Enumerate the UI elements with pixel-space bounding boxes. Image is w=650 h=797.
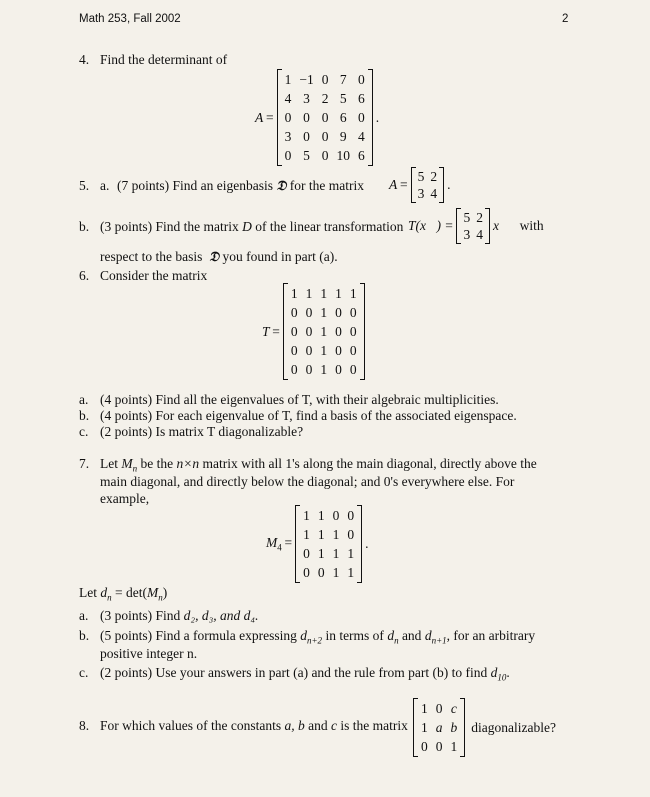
problem-6b-label: b. (79, 408, 90, 423)
matrix-cell: 0 (349, 305, 357, 320)
problem-6a-text: (4 points) Find all the eigenvalues of T, with their algebraic multiplicities. (100, 392, 499, 407)
matrix-cell: 0 (435, 701, 443, 716)
matrix-cell: 1 (320, 286, 328, 301)
problem-8-line (100, 718, 408, 734)
problem-7-matrix-block: $M_4$ = 1 1 0 0 1 1 1 0 0 1 1 1 0 0 1 1 . (266, 505, 368, 583)
matrix-cell: 0 (305, 362, 313, 377)
problem-8-vars: a, b (284, 718, 305, 733)
matrix-cell: 0 (335, 362, 342, 377)
det-text: = det( (115, 585, 147, 600)
matrix-t-label: T (262, 323, 270, 339)
matrix-cell: 0 (303, 546, 310, 561)
matrix-cell: 0 (357, 110, 365, 125)
problem-8-text1: For which values of the constants (100, 718, 282, 733)
matrix-cell: −1 (299, 72, 314, 87)
matrix-row (460, 226, 486, 243)
matrix-cell: 1 (450, 739, 458, 754)
matrix-cell: 1 (332, 546, 340, 561)
matrix-cell: 1 (349, 286, 357, 301)
matrix-cell: 0 (290, 362, 298, 377)
matrix-row (281, 146, 369, 165)
matrix-cell: 0 (349, 343, 357, 358)
matrix-row (287, 322, 361, 341)
matrix-cell: 1 (421, 720, 428, 735)
transformation-func: T(x⃗) = (408, 218, 454, 233)
problem-5b-text2: of the linear transformation (255, 219, 404, 234)
problem-6-matrix-block: T = 1 1 1 1 1 0 0 1 0 0 0 0 1 0 0 0 0 1 0 0 0 0 1 0 0 (262, 283, 365, 380)
problem-6c-text: (2 points) Is matrix T diagonalizable? (100, 424, 304, 439)
matrix-m4-sub: 4 (277, 542, 282, 553)
matrix-cell: 1 (284, 72, 292, 87)
matrix-cell: 6 (339, 110, 347, 125)
matrix-cell: 1 (320, 324, 328, 339)
matrix-cell: 0 (317, 565, 325, 580)
matrix-cell: 2 (430, 169, 438, 184)
problem-7a-vals: d₂, d₃, and d₄. (183, 608, 259, 623)
matrix-row (281, 127, 369, 146)
matrix-cell: 1 (290, 286, 298, 301)
matrix-cell: 0 (421, 739, 428, 754)
matrix-cell: 1 (317, 508, 325, 523)
matrix-cell: c (450, 701, 457, 716)
matrix-cell: 0 (303, 565, 310, 580)
matrix-cell: 4 (430, 186, 438, 201)
matrix-row (460, 209, 486, 226)
matrix-cell: 6 (357, 91, 365, 106)
matrix-t (283, 283, 365, 380)
matrix-row (299, 563, 358, 582)
matrix-d-var: D (242, 219, 252, 234)
basis-symbol-2: 𝔇 (209, 249, 220, 265)
matrix-cell: 5 (303, 148, 310, 163)
problem-7b-text1: (5 points) Find a formula expressing (100, 628, 297, 643)
matrix-cell: 4 (476, 227, 483, 242)
matrix-cell: 0 (347, 527, 355, 542)
matrix-cell: 2 (476, 210, 483, 225)
matrix-cell: 5 (417, 169, 425, 184)
d-definition: Let $d_n = \det(M_n)$ (79, 585, 168, 603)
matrix-row (415, 168, 441, 185)
problem-4-number: 4. (79, 52, 90, 67)
matrix-cell: 0 (303, 110, 310, 125)
matrix-cell: 0 (321, 148, 329, 163)
problem-5b-line2a: respect to the basis (100, 249, 203, 264)
problem-8-text2: and (308, 718, 328, 733)
matrix-cell: 1 (317, 546, 325, 561)
matrix-cell: 1 (347, 565, 355, 580)
matrix-a-label: A (255, 109, 264, 125)
problem-4-text: Find the determinant of (100, 52, 228, 67)
matrix-cell: 1 (347, 546, 355, 561)
matrix-cell: 0 (435, 739, 443, 754)
matrix-cell: 3 (463, 227, 471, 242)
matrix-cell: 6 (357, 148, 365, 163)
problem-7c-text: (2 points) Use your answers in part (a) and the rule from part (b) to find (100, 665, 488, 680)
matrix-cell: 1 (305, 286, 313, 301)
matrix-m4-label: M (266, 535, 278, 551)
problem-5a-text2: for the matrix (289, 178, 364, 193)
matrix-cell: 1 (332, 527, 340, 542)
matrix-cell: 0 (349, 362, 357, 377)
problem-8-matrix-block (413, 698, 556, 757)
matrix-row (417, 737, 461, 756)
matrix-cell: 1 (320, 305, 328, 320)
problem-5b-line2b: you found in part (a). (222, 249, 338, 264)
matrix-cell: 0 (335, 343, 342, 358)
problem-5a-line (117, 178, 364, 194)
problem-5b-line (100, 219, 403, 235)
problem-5-number: 5. (79, 178, 90, 193)
matrix-cell: 0 (321, 72, 329, 87)
matrix-cell: 5 (463, 210, 471, 225)
problem-7-line3: example, (100, 491, 150, 506)
problem-5b-text: (3 points) Find the matrix (100, 219, 239, 234)
matrix-row (299, 506, 358, 525)
matrix-cell: 0 (303, 129, 310, 144)
problem-7b-text3: and (401, 628, 422, 643)
let-text: Let (100, 456, 118, 471)
matrix-cell: 1 (303, 508, 310, 523)
problem-6c-label: c. (79, 424, 89, 439)
matrix-row (281, 89, 369, 108)
vector-x: x⃗ (492, 218, 510, 233)
let-d-text: Let (79, 585, 97, 600)
matrix-row (287, 360, 361, 379)
problem-5b-line2 (100, 249, 338, 265)
matrix-row (299, 525, 358, 544)
matrix-cell: 2 (321, 91, 329, 106)
matrix-cell: 0 (290, 343, 298, 358)
matrix-cell: b (450, 720, 458, 735)
problem-7a-line (100, 608, 258, 624)
problem-7b-line: (5 points) Find a formula expressing $d_{n+2}$ in terms of $d_n$ and $d_{n+1}$, for an arbitrary (100, 628, 536, 646)
matrix-row (287, 284, 361, 303)
matrix-row (287, 341, 361, 360)
course-header: Math 253, Fall 2002 (79, 13, 181, 25)
be-the-text: be the (140, 456, 174, 471)
matrix-cell: 0 (284, 148, 292, 163)
problem-7b-text4: , for an arbitrary (446, 628, 536, 643)
matrix-cell: 3 (284, 129, 292, 144)
matrix-cell: 0 (290, 305, 298, 320)
matrix-cell: 3 (303, 91, 310, 106)
problem-7-line2: main diagonal, and directly below the diagonal; and 0's everywhere else. For (100, 474, 515, 489)
matrix-row (287, 303, 361, 322)
matrix-row (417, 699, 461, 718)
problem-5a-matrix-block: A = 5 2 3 4 . (389, 169, 451, 201)
matrix-cell: a (435, 720, 443, 735)
matrix-cell: 0 (332, 508, 340, 523)
matrix-cell: 0 (305, 343, 313, 358)
problem-5b-matrix-block (408, 208, 544, 244)
matrix-cell: 0 (321, 129, 329, 144)
matrix-cell: 4 (284, 91, 292, 106)
basis-symbol: 𝔇 (276, 178, 287, 194)
matrix-cell: 0 (349, 324, 357, 339)
matrix-5a (411, 167, 445, 203)
matrix-cell: 10 (336, 148, 350, 163)
matrix-cell: 1 (332, 565, 340, 580)
matrix-cell: 0 (284, 110, 292, 125)
matrix-cell: 0 (335, 305, 342, 320)
with-text: with (519, 218, 544, 233)
matrix-cell: 1 (317, 527, 325, 542)
matrix-cell: 0 (305, 324, 313, 339)
problem-7a-text: (3 points) Find (100, 608, 181, 623)
matrix-5b (456, 208, 490, 244)
mn-sub: n (132, 463, 138, 474)
matrix-5a-label: A (389, 177, 398, 192)
problem-8-text3: is the matrix (340, 718, 408, 733)
matrix-cell: 0 (357, 72, 365, 87)
problem-5a-label: a. (100, 178, 110, 193)
mn-symbol: M (121, 456, 133, 471)
problem-7b-text2: in terms of (325, 628, 384, 643)
problem-8-var-c: c (330, 718, 337, 733)
page-number: 2 (562, 13, 569, 25)
problem-7c-line: (2 points) Use your answers in part (a) and the rule from part (b) to find $d_{10}$. (100, 665, 510, 683)
matrix-cell: 5 (339, 91, 347, 106)
matrix-row (299, 544, 358, 563)
matrix-cell: 1 (320, 362, 328, 377)
problem-6-text: Consider the matrix (100, 268, 208, 283)
matrix-cell: 1 (335, 286, 342, 301)
problem-7b-label: b. (79, 628, 90, 643)
problem-6b-text: (4 points) For each eigenvalue of T, find a basis of the associated eigenspace. (100, 408, 517, 423)
problem-5a-text: (7 points) Find an eigenbasis (117, 178, 273, 193)
problem-4-matrix-block: A = 1 −1 0 7 0 4 3 2 5 6 0 0 0 6 0 3 0 0 9 4 0 5 0 10 6 . (255, 69, 379, 166)
problem-8-text4: diagonalizable? (471, 719, 556, 735)
matrix-cell: 0 (321, 110, 329, 125)
problem-7c-label: c. (79, 665, 89, 680)
matrix-row (417, 718, 461, 737)
matrix-cell: 7 (339, 72, 347, 87)
matrix-a (277, 69, 373, 166)
problem-7-line1-rest: matrix with all 1's along the main diagonal, directly above the (202, 456, 537, 471)
problem-7b-line2: positive integer n. (100, 646, 198, 661)
problem-7-number: 7. (79, 456, 90, 471)
matrix-8 (413, 698, 465, 757)
matrix-m4 (295, 505, 362, 583)
matrix-cell: 1 (421, 701, 428, 716)
matrix-cell: 9 (339, 129, 347, 144)
problem-6-number: 6. (79, 268, 90, 283)
matrix-cell: 1 (303, 527, 310, 542)
matrix-cell: 0 (347, 508, 355, 523)
matrix-row (415, 185, 441, 202)
problem-6a-label: a. (79, 392, 89, 407)
matrix-cell: 0 (290, 324, 298, 339)
matrix-cell: 3 (417, 186, 425, 201)
nxn-symbol: n×n (176, 456, 200, 471)
problem-8-number: 8. (79, 718, 90, 733)
matrix-cell: 4 (357, 129, 365, 144)
matrix-row (281, 70, 369, 89)
problem-5b-label: b. (79, 219, 90, 234)
matrix-cell: 0 (305, 305, 313, 320)
matrix-cell: 0 (335, 324, 342, 339)
matrix-row (281, 108, 369, 127)
problem-7a-label: a. (79, 608, 89, 623)
det-close: ) (162, 585, 168, 600)
problem-7-line1 (100, 456, 537, 474)
matrix-cell: 1 (320, 343, 328, 358)
